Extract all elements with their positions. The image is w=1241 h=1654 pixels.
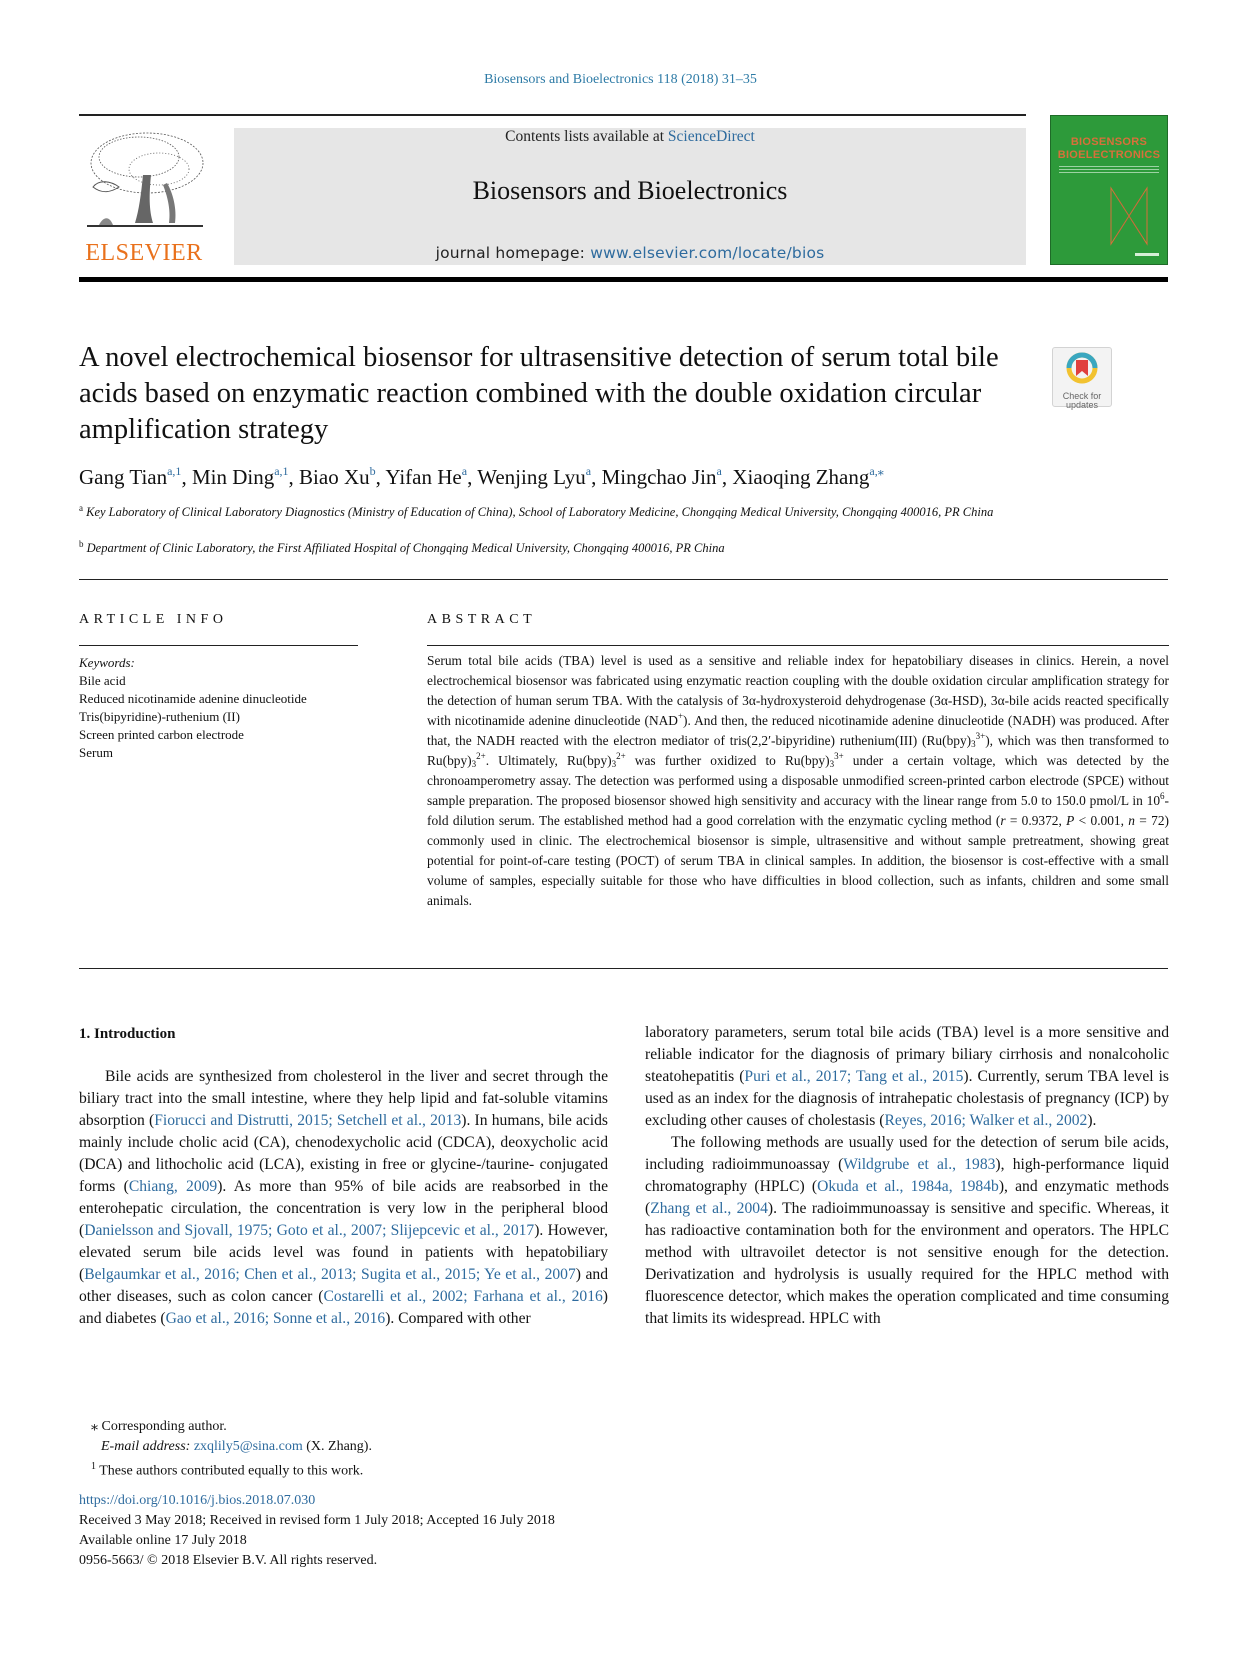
- email-label: E-mail address:: [101, 1439, 194, 1454]
- body-text: ). The radioimmunoassay is sensitive and specific. Whereas, it has radioactive contamination both for the environment and operators. The HPLC method with ultravoilet detector is not sensitive enough for the detection. Derivatization and hydrolysis is usually required for the HPLC method with fluorescence detector, which makes the operation complicated and time consuming that limits its widespread. HPLC with: [645, 1200, 1169, 1327]
- body-column-left: [79, 1066, 608, 1330]
- header-thick-rule: [79, 277, 1168, 282]
- citation-link[interactable]: Belgaumkar et al., 2016; Chen et al., 2013; Sugita et al., 2015; Ye et al., 2007: [84, 1266, 576, 1283]
- abstract-bottom-divider: [79, 968, 1168, 969]
- footnote-mark: 1: [91, 1461, 96, 1472]
- footnote-text: These authors contributed equally to this work.: [96, 1463, 364, 1479]
- citation-link[interactable]: Zhang et al., 2004: [650, 1200, 768, 1217]
- paragraph: [645, 1132, 1169, 1330]
- body-text: The following methods are usually used for the detection of serum bile acids, including radioimmunoassay (: [645, 1134, 1169, 1173]
- citation-link[interactable]: Costarelli et al., 2002; Farhana et al., 2016: [323, 1288, 603, 1305]
- crossmark-label-line2: updates: [1065, 400, 1099, 410]
- superscript: 2+: [476, 751, 486, 761]
- cover-title-line2: BIOELECTRONICS: [1057, 149, 1161, 161]
- crossmark-icon: [1065, 351, 1099, 385]
- footnote-text: Corresponding author.: [98, 1419, 227, 1434]
- keywords-block: [79, 654, 359, 762]
- author-name[interactable]: Gang Tian: [79, 465, 168, 489]
- citation-link[interactable]: Gao et al., 2016; Sonne et al., 2016: [165, 1310, 386, 1327]
- journal-cover-image[interactable]: [1050, 115, 1168, 265]
- abstract-text: ). And then, the reduced nicotinamide adenine dinucleotide (NADH) was produced. After that, the NADH reacted with the electron mediator of tris(2,2′-bipyridine) ruthenium(III) (Ru(bpy): [427, 713, 1170, 748]
- author-separator: ,: [288, 465, 300, 489]
- abstract-heading: ABSTRACT: [427, 612, 537, 627]
- author-affiliation-mark[interactable]: a: [461, 464, 468, 478]
- paragraph: [79, 1066, 608, 1330]
- author-list: [79, 465, 1079, 490]
- affiliation-a: [79, 504, 1039, 521]
- citation-link[interactable]: Wildgrube et al., 1983: [843, 1156, 996, 1173]
- body-text: ). However, elevated serum bile acids level was found in patients with hepatobiliary (: [79, 1222, 608, 1283]
- body-text: ), high-performance liquid chromatography (HPLC) (: [645, 1156, 1169, 1195]
- journal-title: Biosensors and Bioelectronics: [472, 176, 788, 205]
- journal-banner: [234, 128, 1026, 265]
- elsevier-tree-icon: [79, 125, 209, 233]
- journal-homepage-link[interactable]: www.elsevier.com/locate/bios: [590, 244, 825, 262]
- affiliation-divider: [79, 579, 1168, 580]
- body-text: ).: [1087, 1112, 1097, 1129]
- abstract-text: -fold dilution serum. The established method had a good correlation with the enzymatic cycling method (: [427, 793, 1169, 828]
- author-affiliation-mark[interactable]: a,⁎: [869, 464, 884, 478]
- body-text: ). Compared with other: [385, 1310, 531, 1327]
- superscript: +: [677, 711, 684, 721]
- footnote-text: (X. Zhang).: [302, 1439, 372, 1454]
- body-text: ), and enzymatic methods (: [645, 1178, 1170, 1217]
- email-link[interactable]: zxqlily5@sina.com: [193, 1439, 303, 1454]
- sciencedirect-link[interactable]: ScienceDirect: [667, 128, 755, 145]
- header-top-rule: [79, 114, 1026, 116]
- citation-link[interactable]: Chiang, 2009: [128, 1178, 218, 1195]
- affiliation-mark: b: [79, 539, 84, 549]
- author-name[interactable]: Yifan He: [385, 465, 462, 489]
- author-name[interactable]: Mingchao Jin: [601, 465, 717, 489]
- body-text: ). In humans, bile acids mainly include cholic acid (CA), chenodexycholic acid (CDCA), deoxycholic acid (DCA) and lithocholic acid (LCA), existing in free or glycine-/taurine- conjugated forms (: [79, 1112, 608, 1195]
- body-text: ) and diabetes (: [79, 1288, 608, 1327]
- abstract-text: . Ultimately, Ru(bpy): [485, 753, 612, 768]
- superscript: 6: [1160, 791, 1165, 801]
- abstract-text: commonly used in clinic. The electrochemical biosensor is simple, ultrasensitive and without sample pretreatment, showing great potential for point-of-care testing (POCT) of serum TBA in clinical samples. In addition, the biosensor is cost-effective with a small volume of samples, especially suitable for those who have difficulties in blood collection, such as infants, children and some small animals.: [427, 833, 1169, 908]
- article-title: A novel electrochemical biosensor for ultrasensitive detection of serum total bile acids based on enzymatic reaction combined with the double oxidation circular amplification strategy: [79, 342, 999, 445]
- citation-link[interactable]: Danielsson and Sjovall, 1975; Goto et al., 2007; Slijepcevic et al., 2017: [84, 1222, 535, 1239]
- keyword-item: Bile acid: [79, 673, 126, 688]
- copyright-notice: 0956-5663/ © 2018 Elsevier B.V. All rights reserved.: [79, 1553, 378, 1568]
- author-name[interactable]: Min Ding: [191, 465, 275, 489]
- author-separator: ,: [375, 465, 386, 489]
- superscript: 3+: [834, 751, 844, 761]
- received-dates: Received 3 May 2018; Received in revised form 1 July 2018; Accepted 16 July 2018: [79, 1513, 555, 1528]
- body-text: ). As more than 95% of bile acids are reabsorbed in the enterohepatic circulation, the concentration is very low in the peripheral blood (: [79, 1178, 609, 1239]
- citation-link[interactable]: Fiorucci and Distrutti, 2015; Setchell et al., 2013: [154, 1112, 462, 1129]
- abstract-text: Serum total bile acids (TBA) level is used as a sensitive and reliable index for hepatobiliary diseases in clinics. Herein, a novel electrochemical biosensor was fabricated using enzymatic reaction coupling with the double oxidation circular amplification strategy for the detection of human serum TBA. With the catalysis of 3α-hydroxysteroid dehydrogenase (3α-HSD), 3α-bile acids reacted specifically with nicotinamide adenine dinucleotide (NAD: [427, 653, 1169, 728]
- author-affiliation-mark[interactable]: b: [369, 464, 376, 478]
- author-affiliation-mark[interactable]: a: [716, 464, 722, 478]
- affiliation-text: Key Laboratory of Clinical Laboratory Diagnostics (Ministry of Education of China), School of Laboratory Medicine, Chongqing Medical University, Chongqing 400016, PR China: [86, 505, 994, 519]
- section-heading-introduction: 1. Introduction: [79, 1026, 176, 1042]
- footnote-equal-contribution: [79, 1457, 679, 1482]
- body-text: Bile acids are synthesized from cholesterol in the liver and secret through the biliary tract into the small intestine, where they help lipid and fat-soluble vitamins absorption (: [79, 1068, 608, 1129]
- subscript: 3: [971, 739, 976, 749]
- author-separator: ,: [721, 465, 733, 489]
- superscript: 3+: [975, 731, 986, 741]
- keyword-item: Screen printed carbon electrode: [79, 727, 244, 742]
- journal-reference[interactable]: Biosensors and Bioelectronics 118 (2018) 31–35: [484, 72, 757, 87]
- cover-hourglass-graphic: [1109, 186, 1149, 246]
- abstract-text: was further oxidized to Ru(bpy): [625, 753, 830, 768]
- body-text: ). Currently, serum TBA level is used as an index for the diagnosis of intrahepatic cholestasis of pregnancy (ICP) by excluding other causes of cholestasis (: [645, 1068, 1169, 1129]
- abstract-body: [427, 651, 1169, 911]
- keyword-item: Reduced nicotinamide adenine dinucleotide: [79, 691, 307, 706]
- keyword-item: Tris(bipyridine)-ruthenium (II): [79, 709, 240, 724]
- author-separator: ,: [467, 465, 478, 489]
- article-info-rule: [79, 645, 358, 646]
- body-text: laboratory parameters, serum total bile acids (TBA) level is a more sensitive and reliable indicator for the diagnosis of primary biliary cirrhosis and nonalcoholic steatohepatitis (: [645, 1024, 1169, 1085]
- author-separator: ,: [591, 465, 602, 489]
- author-affiliation-mark[interactable]: a: [585, 464, 592, 478]
- author-separator: ,: [181, 465, 192, 489]
- available-online-date: Available online 17 July 2018: [79, 1533, 247, 1548]
- elsevier-logo[interactable]: [79, 125, 209, 267]
- subscript: 3: [471, 759, 477, 769]
- stat-symbol: r: [1000, 813, 1006, 828]
- stat-value: < 0.001,: [1074, 813, 1129, 828]
- author-name[interactable]: Wenjing Lyu: [477, 465, 586, 489]
- stat-symbol: n: [1128, 813, 1135, 828]
- affiliation-b: [79, 540, 1039, 557]
- superscript: 2+: [616, 751, 626, 761]
- abstract-rule: [427, 645, 1169, 646]
- keyword-item: Serum: [79, 745, 113, 760]
- author-affiliation-mark[interactable]: a,1: [167, 464, 182, 478]
- footnote-corresponding: [79, 1417, 679, 1437]
- journal-homepage-line: [234, 244, 1026, 262]
- cover-title: [1051, 136, 1167, 162]
- doi-link[interactable]: https://doi.org/10.1016/j.bios.2018.07.030: [79, 1493, 316, 1508]
- article-info-heading: ARTICLE INFO: [79, 612, 228, 627]
- footnotes: [79, 1417, 679, 1482]
- cover-footer-mark: [1135, 253, 1159, 256]
- body-text: ) and other diseases, such as colon cancer (: [79, 1266, 608, 1305]
- contents-available-line: [234, 128, 1026, 146]
- footnote-mark: ⁎: [91, 1419, 98, 1434]
- citation-link[interactable]: Puri et al., 2017; Tang et al., 2015: [744, 1068, 964, 1085]
- elsevier-wordmark: ELSEVIER: [85, 240, 203, 266]
- stat-symbol: P: [1066, 813, 1075, 828]
- check-for-updates-button[interactable]: [1052, 347, 1112, 410]
- contents-prefix: Contents lists available at: [505, 128, 668, 145]
- paragraph: [645, 1022, 1169, 1132]
- cover-subtitle-lines: [1059, 166, 1159, 174]
- abstract-text: ), which was then transformed to Ru(bpy): [427, 733, 1169, 768]
- article-metadata: [79, 1491, 779, 1571]
- body-column-right: [645, 1022, 1169, 1330]
- author-name[interactable]: Biao Xu: [299, 465, 370, 489]
- homepage-prefix: journal homepage:: [435, 244, 591, 262]
- cover-title-line1: BIOSENSORS: [1070, 136, 1148, 148]
- affiliation-text: Department of Clinic Laboratory, the First Affiliated Hospital of Chongqing Medical University, Chongqing 400016, PR China: [86, 541, 725, 555]
- footnote-email: [79, 1437, 679, 1457]
- citation-link[interactable]: Reyes, 2016; Walker et al., 2002: [884, 1112, 1088, 1129]
- subscript: 3: [829, 759, 835, 769]
- affiliation-mark: a: [79, 503, 83, 513]
- author-name[interactable]: Xiaoqing Zhang: [732, 465, 870, 489]
- crossmark-label-line1: Check for: [1062, 391, 1102, 401]
- subscript: 3: [611, 759, 617, 769]
- author-affiliation-mark[interactable]: a,1: [274, 464, 289, 478]
- keywords-label: Keywords:: [79, 655, 135, 670]
- citation-link[interactable]: Okuda et al., 1984a, 1984b: [817, 1178, 999, 1195]
- crossmark-label: [1053, 392, 1111, 410]
- stat-value: = 0.9372,: [1005, 813, 1067, 828]
- stat-value: = 72): [1134, 813, 1169, 828]
- abstract-text: under a certain voltage, which was detected by the chronoamperometry assay. The detection was performed using a disposable unmodified screen-printed carbon electrode (SPCE) without sample preparation. The proposed biosensor showed high sensitivity and accuracy with the linear range from 5.0 to 150.0 pmol/L in 10: [427, 753, 1170, 808]
